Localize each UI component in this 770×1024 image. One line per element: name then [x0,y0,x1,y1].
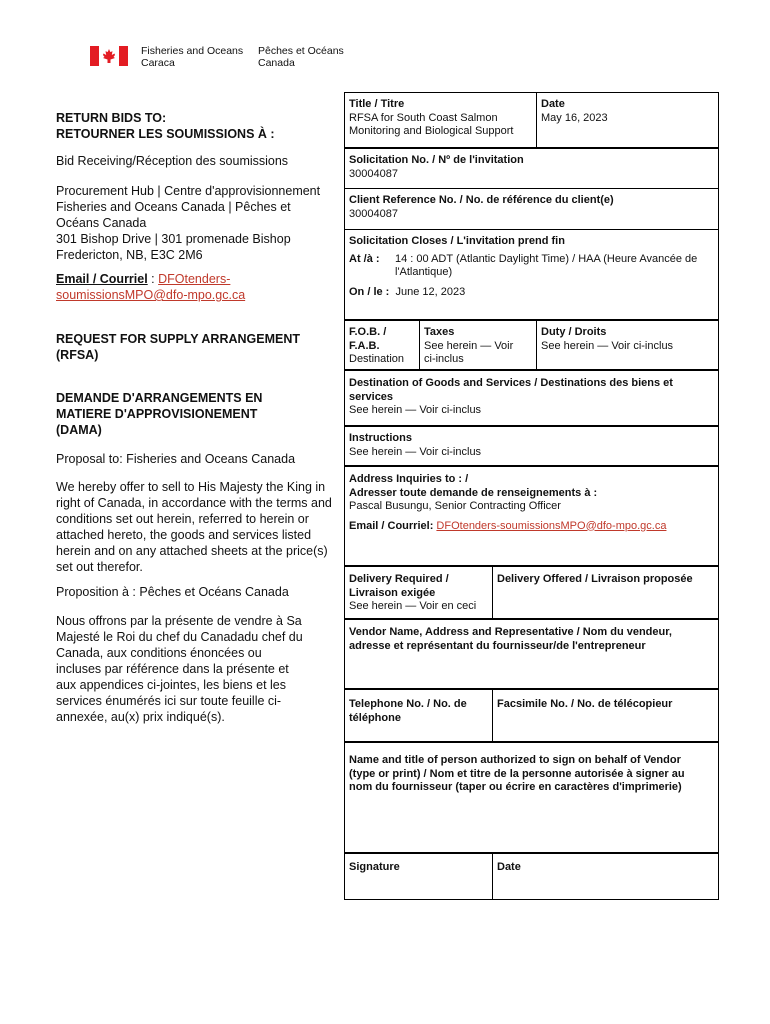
procurement-address [56,183,338,263]
telephone-label: téléphone [349,711,401,724]
taxes-cell [420,321,535,372]
delivery-offered-cell[interactable]: Delivery Offered / Livraison proposée [497,573,693,585]
signature-date-field[interactable]: Date [497,861,521,873]
dept-fr-line2: Canada [258,57,295,69]
taxes-value: See herein — Voir [424,339,514,352]
title-value: RFSA for South Coast Salmon [349,111,498,124]
offre-line: Nous offrons par la présente de vendre à Sa [56,614,302,628]
vendor-label-line: adresse et représentant du fournisseur/de l'entrepreneur [349,639,646,652]
proposal-to: Proposal to: Fisheries and Oceans Canada [56,452,296,466]
offer-line: right of Canada, in accordance with the terms and [56,496,332,510]
offre-line: Majesté le Roi du chef du Canadadu chef du [56,630,303,644]
address-line: 301 Bishop Drive | 301 promenade Bishop [56,232,291,246]
taxes-label: Taxes [424,326,455,338]
left-email-link-1[interactable]: DFOtenders- [158,272,231,286]
duty-value: See herein — Voir ci-inclus [541,339,674,352]
closes-cell [345,230,717,304]
date-label: Date [541,98,565,110]
instructions-label: Instructions [349,432,412,444]
destination-cell [345,372,715,423]
facsimile-field[interactable]: Facsimile No. / No. de télécopieur [497,698,673,710]
taxes-value: ci-inclus [424,353,464,365]
fob-label: F.A.B. [349,339,380,352]
destination-value: See herein — Voir ci-inclus [349,404,482,416]
address-line: Fisheries and Oceans Canada | Pêches et [56,200,291,214]
inquiries-value: Pascal Busungu, Senior Contracting Officer [349,500,561,512]
offer-line: attached hereto, the goods and services listed [56,528,312,542]
telephone-field[interactable] [345,693,491,730]
return-bids-line1: RETURN BIDS TO: [56,111,167,125]
at-value: l'Atlantique) [395,266,453,278]
dama-line2: MATIERE D'APPROVISIONEMENT [56,407,258,421]
at-value: 14 : 00 ADT (Atlantic Daylight Time) / HAA (Heure Avancée de [395,252,698,265]
return-bids-heading [56,110,338,142]
on-label: On / le : [349,285,390,298]
telephone-label: Telephone No. / No. de [349,698,467,710]
authorized-label [345,749,717,800]
client-ref-label: Client Reference No. / No. de référence du client(e) [349,194,614,206]
client-ref-cell [345,189,715,226]
inquiries-label: Adresser toute demande de renseignements à : [349,486,598,499]
offre-paragraph [56,613,338,725]
closes-label: Solicitation Closes / L'invitation prend fin [349,235,565,247]
left-email [56,271,338,303]
delivery-required-cell [345,568,491,619]
instructions-cell [345,427,715,464]
vendor-label-line: Vendor Name, Address and Representative / Nom du vendeur, [349,626,672,638]
form-email-link[interactable]: DFOtenders-soumissionsMPO@dfo-mpo.gc.ca [436,519,667,532]
delivery-required-value: See herein — Voir en ceci [349,600,477,612]
address-line: Fredericton, NB, E3C 2M6 [56,248,203,262]
fob-cell [345,321,419,372]
proposition: Proposition à : Pêches et Océans Canada [56,585,289,599]
left-email-label: Email / Courriel [56,272,148,286]
solicitation-value: 30004087 [349,167,398,180]
date-value: May 16, 2023 [541,111,608,124]
offre-line: incluses par référence dans la présente et [56,662,289,676]
dept-name-en [141,45,243,69]
client-ref-value: 30004087 [349,207,398,220]
vendor-label [345,621,717,658]
offer-line: conditions set out herein, referred to herein or [56,512,309,526]
signature-field[interactable]: Signature [349,861,400,873]
fob-label: F.O.B. / [349,326,387,338]
return-bids-line2: RETOURNER LES SOUMISSIONS À : [56,127,275,141]
offre-line: Canada, aux conditions énoncées ou [56,646,262,660]
inquiries-label: Address Inquiries to : / [349,473,469,485]
delivery-required-label: Delivery Required / [349,573,449,585]
title-cell [345,93,535,144]
delivery-required-label: Livraison exigée [349,586,436,599]
dama-heading [56,390,338,438]
rfsa-line2: (RFSA) [56,348,99,362]
at-label: At /à : [349,252,380,265]
address-line: Océans Canada [56,216,147,230]
address-line: Procurement Hub | Centre d'approvisionnement [56,184,321,198]
offer-line: set out therefor. [56,560,143,574]
offer-line: herein and on any attached sheets at the price(s) [56,544,328,558]
offre-line: services énumérés ici sur toute feuille ci- [56,694,282,708]
solicitation-label: Solicitation No. / Nº de l'invitation [349,154,524,166]
duty-label: Duty / Droits [541,326,607,338]
left-email-link-2[interactable]: soumissionsMPO@dfo-mpo.gc.ca [56,288,246,302]
fob-value: Destination [349,353,405,365]
destination-label: Destination of Goods and Services / Destinations des biens et [349,377,673,389]
offer-line: We hereby offer to sell to His Majesty the King in [56,480,326,494]
canada-flag-icon [90,46,128,66]
date-cell [537,93,717,130]
on-value: June 12, 2023 [395,285,466,298]
title-value: Monitoring and Biological Support [349,125,514,137]
dept-en-line1: Fisheries and Oceans [141,45,244,57]
title-label: Title / Titre [349,98,405,110]
dept-fr-line1: Pêches et Océans [258,45,344,57]
inquiries-cell [345,468,717,538]
authorized-label-line: (type or print) / Nom et titre de la personne autorisée à signer au [349,767,685,780]
offer-paragraph [56,479,341,575]
solicitation-cell [345,149,715,186]
dama-line3: (DAMA) [56,423,102,437]
rfsa-line1: REQUEST FOR SUPPLY ARRANGEMENT [56,332,301,346]
left-email-sep: : [147,272,159,286]
instructions-value: See herein — Voir ci-inclus [349,445,482,458]
dama-line1: DEMANDE D'ARRANGEMENTS EN [56,391,263,405]
offre-line: aux appendices ci-jointes, les biens et les [56,678,286,692]
bid-receiving: Bid Receiving/Réception des soumissions [56,154,289,168]
dept-name-fr [258,45,344,69]
form-email-label: Email / Courriel: [349,519,434,532]
authorized-label-line: Name and title of person authorized to sign on behalf of Vendor [349,754,681,766]
authorized-label-line: nom du fournisseur (taper ou écrire en caractères d'imprimerie) [349,781,682,793]
duty-cell [537,321,717,358]
offre-line: annexée, au(x) prix indiqué(s). [56,710,225,724]
destination-label: services [349,390,394,403]
dept-en-line2: Caraca [141,57,175,69]
rfsa-heading [56,331,338,363]
